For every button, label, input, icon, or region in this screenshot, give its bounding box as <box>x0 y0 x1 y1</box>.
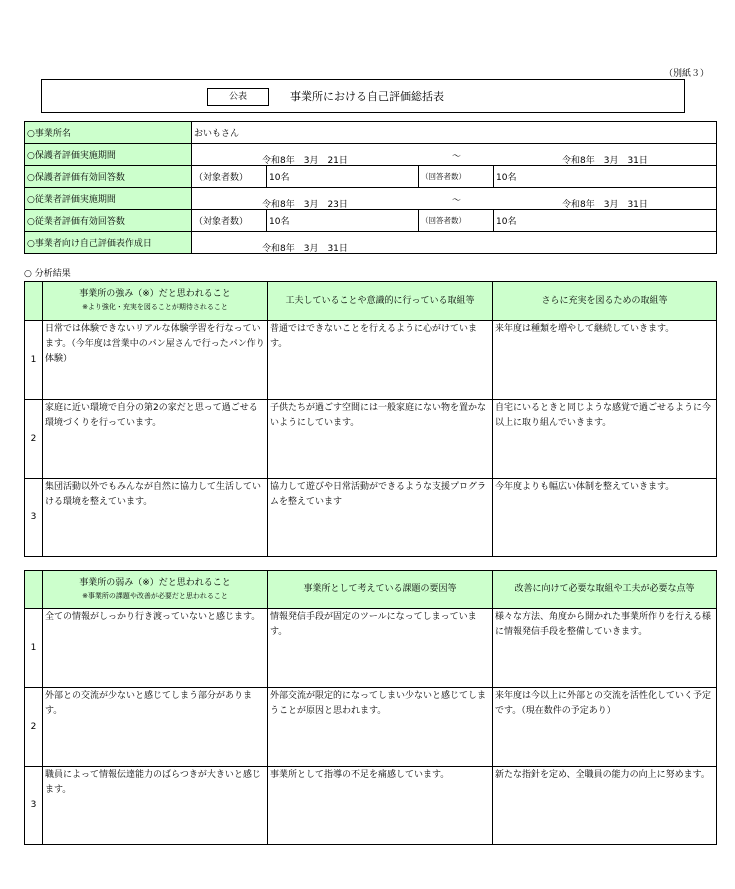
strengths-header-1-sub: ※より強化・充実を図ることが期待されること <box>82 303 228 311</box>
row-number: 3 <box>25 767 43 845</box>
guardian-valid-row <box>25 166 717 188</box>
staff-answer-label: （回答者数） <box>419 210 494 232</box>
guardian-target-value: 10名 <box>267 166 419 188</box>
analysis-label: ○ 分析結果 <box>24 269 71 279</box>
facility-name: おいもさん <box>192 122 717 144</box>
table-row <box>25 767 717 845</box>
row-number: 2 <box>25 400 43 479</box>
staff-period-row <box>25 188 717 210</box>
table-row <box>25 400 717 479</box>
effort-cell: 協力して遊びや日常活動ができるような支援プログラムを整えています <box>268 479 493 557</box>
strengths-table <box>24 281 717 557</box>
row-number: 1 <box>25 609 43 688</box>
guardian-period-end: 令和8年 3月 31日 <box>562 156 648 166</box>
cause-cell: 情報発信手段が固定のツールになってしまっています。 <box>268 609 493 688</box>
created-cell <box>192 232 717 254</box>
improvement-cell: 今年度よりも幅広い体制を整えていきます。 <box>493 479 717 557</box>
guardian-period-label: ○保護者評価実施期間 <box>25 144 192 166</box>
page-title: 事業所における自己評価総括表 <box>290 90 444 103</box>
annex-label: （別紙３） <box>663 69 709 79</box>
row-number: 2 <box>25 688 43 767</box>
strengths-header-row <box>25 282 717 321</box>
improvement-cell: 自宅にいるときと同じような感覚で過ごせるように今以上に取り組んでいきます。 <box>493 400 717 479</box>
strengths-header-1 <box>43 282 268 321</box>
staff-valid-label: ○従業者評価有効回答数 <box>25 210 192 232</box>
info-table <box>24 121 717 254</box>
weaknesses-header-1-sub: ※事業所の課題や改善が必要だと思われること <box>82 591 228 600</box>
weaknesses-table <box>24 570 717 845</box>
guardian-period-sep: ～ <box>452 152 462 162</box>
created-row <box>25 232 717 254</box>
strength-cell: 集団活動以外でもみんなが自然に協力して生活していける環境を整えています。 <box>43 479 268 557</box>
strengths-header-num <box>25 282 43 321</box>
guardian-valid-label: ○保護者評価有効回答数 <box>25 166 192 188</box>
strengths-header-3: さらに充実を図るための取組等 <box>493 282 717 321</box>
weaknesses-header-num <box>25 571 43 609</box>
improvement-cell: 来年度は種類を増やして継続していきます。 <box>493 321 717 400</box>
weakness-cell: 職員によって情報伝達能力のばらつきが大きいと感じます。 <box>43 767 268 845</box>
weaknesses-header-2: 事業所として考えている課題の要因等 <box>268 571 493 609</box>
guardian-period-cell <box>192 144 717 166</box>
weaknesses-header-1-text: 事業所の弱み（※）だと思われること <box>79 577 231 588</box>
row-number: 3 <box>25 479 43 557</box>
cause-cell: 事業所として指導の不足を痛感しています。 <box>268 767 493 845</box>
weakness-cell: 全ての情報がしっかり行き渡っていないと感じます。 <box>43 609 268 688</box>
action-cell: 新たな指針を定め、全職員の能力の向上に努めます。 <box>493 767 717 845</box>
table-row <box>25 479 717 557</box>
table-row <box>25 609 717 688</box>
guardian-answer-value: 10名 <box>494 166 717 188</box>
title-box <box>41 79 685 113</box>
staff-period-cell <box>192 188 717 210</box>
effort-cell: 子供たちが過ごす空間には一般家庭にない物を置かないようにしています。 <box>268 400 493 479</box>
staff-answer-value: 10名 <box>494 210 717 232</box>
created-label: ○事業者向け自己評価表作成日 <box>25 232 192 254</box>
weakness-cell: 外部との交流が少ないと感じてしまう部分があります。 <box>43 688 268 767</box>
row-number: 1 <box>25 321 43 400</box>
effort-cell: 普通ではできないことを行えるように心がけています。 <box>268 321 493 400</box>
strengths-header-1-text: 事業所の強み（※）だと思われること <box>79 289 231 299</box>
guardian-answer-label: （回答者数） <box>419 166 494 188</box>
strengths-header-2: 工夫していることや意識的に行っている取組等 <box>268 282 493 321</box>
facility-row <box>25 122 717 144</box>
weaknesses-header-row <box>25 571 717 609</box>
weaknesses-header-3: 改善に向けて必要な取組や工夫が必要な点等 <box>493 571 717 609</box>
staff-period-end: 令和8年 3月 31日 <box>562 200 648 210</box>
table-row <box>25 321 717 400</box>
guardian-period-start: 令和8年 3月 21日 <box>262 156 348 166</box>
public-label: 公表 <box>207 88 269 106</box>
strength-cell: 日常では体験できないリアルな体験学習を行なっています。（今年度は営業中のパン屋さんで行ったパン作り体験） <box>43 321 268 400</box>
cause-cell: 外部交流が限定的になってしまい少ないと感じてしまうことが原因と思われます。 <box>268 688 493 767</box>
weaknesses-header-1 <box>43 571 268 609</box>
strength-cell: 家庭に近い環境で自分の第2の家だと思って過ごせる環境づくりを行っています。 <box>43 400 268 479</box>
guardian-target-label: （対象者数） <box>192 166 267 188</box>
staff-valid-row <box>25 210 717 232</box>
staff-period-start: 令和8年 3月 23日 <box>262 200 348 210</box>
facility-label: ○事業所名 <box>25 122 192 144</box>
table-row <box>25 688 717 767</box>
created-date: 令和8年 3月 31日 <box>262 244 348 254</box>
staff-target-label: （対象者数） <box>192 210 267 232</box>
action-cell: 来年度は今以上に外部との交流を活性化していく予定です。（現在数件の予定あり） <box>493 688 717 767</box>
guardian-period-row <box>25 144 717 166</box>
staff-target-value: 10名 <box>267 210 419 232</box>
action-cell: 様々な方法、角度から開かれた事業所作りを行える様に情報発信手段を整備していきます。 <box>493 609 717 688</box>
staff-period-label: ○従業者評価実施期間 <box>25 188 192 210</box>
staff-period-sep: ～ <box>452 196 462 206</box>
